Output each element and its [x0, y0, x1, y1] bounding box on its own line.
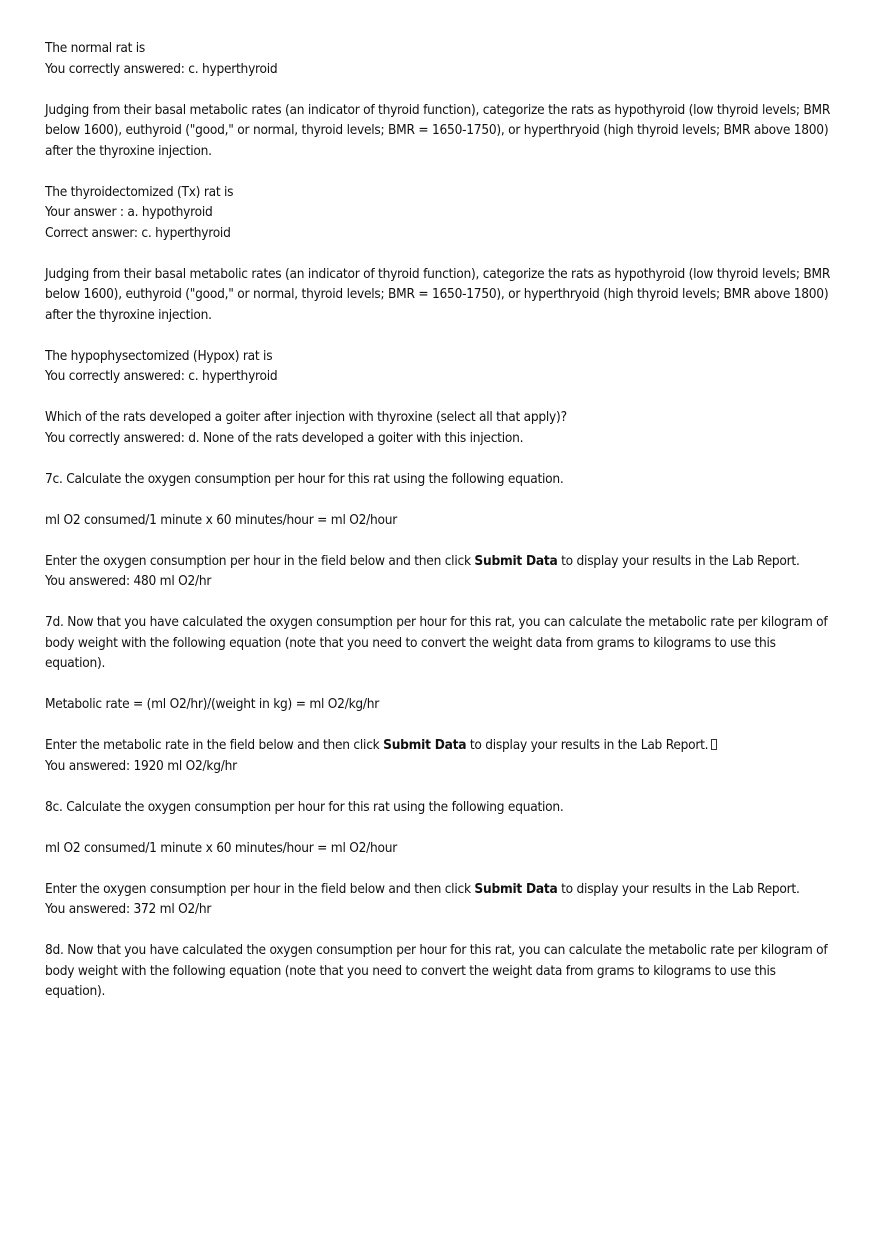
answer-result: You answered: 372 ml O2/hr	[45, 901, 212, 917]
entry-instruction-post: to display your results in the Lab Report.	[557, 880, 800, 897]
submit-data-label: Submit Data	[474, 880, 558, 897]
prompt-text: 7c. Calculate the oxygen consumption per hour for this rat using the following equation.	[45, 470, 564, 487]
question-7c-entry	[45, 551, 835, 592]
answer-result: You answered: 1920 ml O2/kg/hr	[45, 757, 237, 774]
document-page	[45, 38, 835, 1022]
answer-result: You correctly answered: c. hyperthyroid	[45, 368, 278, 384]
submit-data-label: Submit Data	[383, 737, 467, 753]
question-text: The thyroidectomized (Tx) rat is	[45, 183, 234, 200]
question-7c-prompt	[45, 469, 835, 490]
entry-instruction-pre: Enter the oxygen consumption per hour in the field below and then click	[45, 880, 475, 897]
entry-instruction-pre: Enter the metabolic rate in the field below and then click	[45, 737, 384, 753]
prompt-text: 8c. Calculate the oxygen consumption per hour for this rat using the following equation.	[45, 798, 564, 815]
answer-result: You correctly answered: c. hyperthyroid	[45, 60, 278, 77]
instruction-text: Judging from their basal metabolic rates (an indicator of thyroid function), categorize the rats as hypothyroid (low thyroid levels; BMR below 1600), euthyroid ("good," or normal, thyroid levels; BMR = 1650-1750), or hyperthryoid (high thyroid levels; BMR above 1800) after the thyroxine injection.	[45, 101, 831, 159]
question-hypox-rat	[45, 346, 835, 387]
entry-instruction-post: to display your results in the Lab Report.	[557, 552, 800, 569]
equation-text: ml O2 consumed/1 minute x 60 minutes/hour = ml O2/hour	[45, 839, 398, 856]
question-tx-rat	[45, 182, 835, 244]
question-8c-equation	[45, 838, 835, 859]
question-8c-prompt	[45, 797, 835, 818]
your-answer: Your answer : a. hypothyroid	[45, 204, 213, 220]
question-text: The hypophysectomized (Hypox) rat is	[45, 347, 273, 364]
prompt-text: 7d. Now that you have calculated the oxygen consumption per hour for this rat, you can calculate the metabolic rate per kilogram of body weight with the following equation (note that you need to convert the weight data from grams to kilograms to use this equation).	[45, 614, 828, 671]
instruction-paragraph-2	[45, 264, 835, 326]
equation-text: ml O2 consumed/1 minute x 60 minutes/hour = ml O2/hour	[45, 511, 398, 528]
entry-instruction-pre: Enter the oxygen consumption per hour in the field below and then click	[45, 552, 475, 569]
instruction-text: Judging from their basal metabolic rates (an indicator of thyroid function), categorize the rats as hypothyroid (low thyroid levels; BMR below 1600), euthyroid ("good," or normal, thyroid levels; BMR = 1650-1750), or hyperthryoid (high thyroid levels; BMR above 1800) after the thyroxine injection.	[45, 265, 831, 323]
entry-instruction	[45, 551, 835, 572]
question-7d-prompt	[45, 612, 835, 674]
question-7d-equation	[45, 694, 835, 715]
question-text: Which of the rats developed a goiter after injection with thyroxine (select all that apply)?	[45, 409, 567, 425]
question-text: The normal rat is	[45, 40, 146, 56]
question-normal-rat	[45, 38, 835, 79]
entry-instruction	[45, 879, 835, 900]
question-8c-entry	[45, 879, 835, 920]
entry-instruction-post: to display your results in the Lab Report.	[466, 737, 709, 753]
question-8d-prompt	[45, 940, 835, 1002]
prompt-text: 8d. Now that you have calculated the oxygen consumption per hour for this rat, you can calculate the metabolic rate per kilogram of body weight with the following equation (note that you need to convert the weight data from grams to kilograms to use this equation).	[45, 942, 828, 999]
answer-result: You answered: 480 ml O2/hr	[45, 573, 212, 589]
entry-instruction	[45, 735, 835, 756]
missing-glyph-icon	[711, 739, 717, 750]
answer-result: You correctly answered: d. None of the rats developed a goiter with this injection.	[45, 429, 524, 446]
question-7d-entry	[45, 735, 835, 776]
question-goiter	[45, 407, 835, 448]
equation-text: Metabolic rate = (ml O2/hr)/(weight in kg) = ml O2/kg/hr	[45, 696, 380, 712]
correct-answer: Correct answer: c. hyperthyroid	[45, 224, 231, 241]
question-7c-equation	[45, 510, 835, 531]
instruction-paragraph-1	[45, 100, 835, 162]
submit-data-label: Submit Data	[474, 552, 558, 569]
